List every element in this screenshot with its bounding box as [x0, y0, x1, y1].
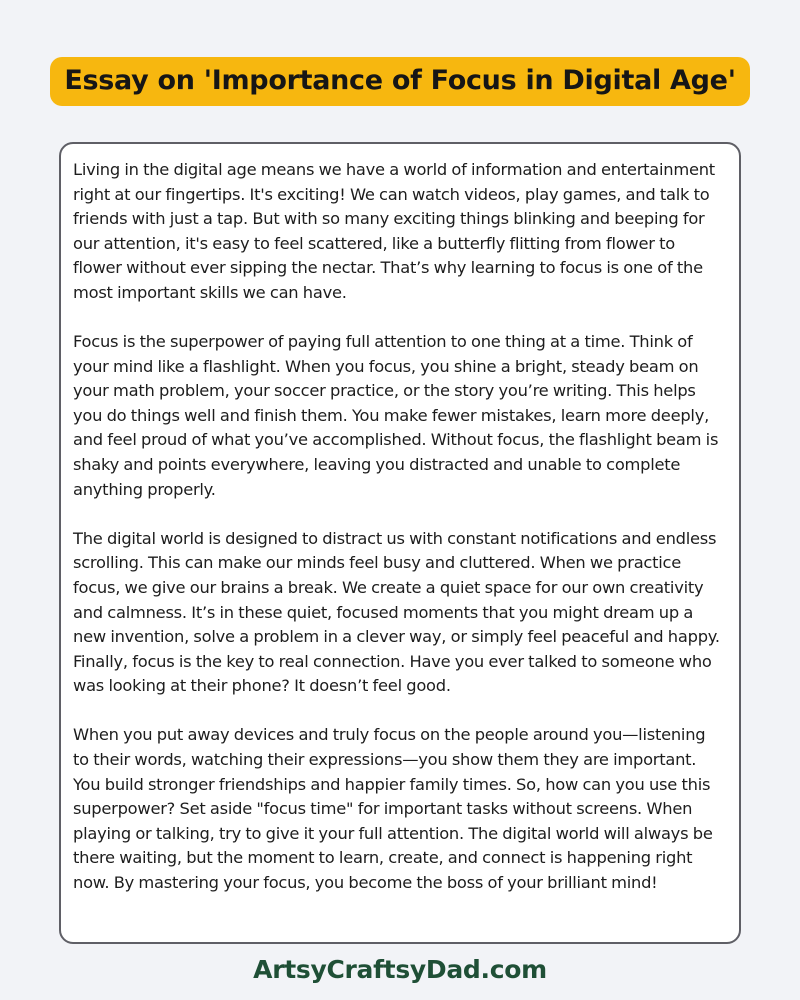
title-banner — [0, 57, 800, 106]
essay-paragraph-2: Focus is the superpower of paying full attention to one thing at a time. Think of your mind like a flashlight. When you focus, you shine a bright, steady beam on your math problem, your soccer practice, or the story you’re writing. This helps you do things well and finish them. You make fewer mistakes, learn more deeply, and feel proud of what you’ve accomplished. Without focus, the flashlight beam is shaky and points everywhere, leaving you distracted and unable to complete anything properly. — [73, 332, 719, 499]
page-title: Essay on 'Importance of Focus in Digital Age' — [50, 57, 749, 106]
essay-paragraph-3: The digital world is designed to distract us with constant notifications and endless scrolling. This can make our minds feel busy and cluttered. When we practice focus, we give our brains a break. We create a quiet space for our own creativity and calmness. It’s in these quiet, focused moments that you might dream up a new invention, solve a problem in a clever way, or simply feel peaceful and happy. Finally, focus is the key to real connection. Have you ever talked to someone who was looking at their phone? It doesn’t feel good. — [73, 528, 720, 696]
essay-paragraph-4: When you put away devices and truly focus on the people around you—listening to their words, watching their expressions—you show them they are important. You build stronger friendships and happier family times. So, how can you use this superpower? Set aside "focus time" for important tasks without screens. When playing or talking, try to give it your full attention. The digital world will always be there waiting, but the moment to learn, create, and connect is happening right now. By mastering your focus, you become the boss of your brilliant mind! — [73, 725, 713, 892]
essay-body — [59, 142, 741, 944]
site-watermark: ArtsyCraftsyDad.com — [253, 955, 547, 984]
essay-paragraph-1: Living in the digital age means we have a world of information and entertainment right at our fingertips. It's exciting! We can watch videos, play games, and talk to friends with just a tap. But with so many exciting things blinking and beeping for our attention, it's easy to feel scattered, like a butterfly flitting from flower to flower without ever sipping the nectar. That’s why learning to focus is one of the most important skills we can have. — [73, 160, 715, 302]
